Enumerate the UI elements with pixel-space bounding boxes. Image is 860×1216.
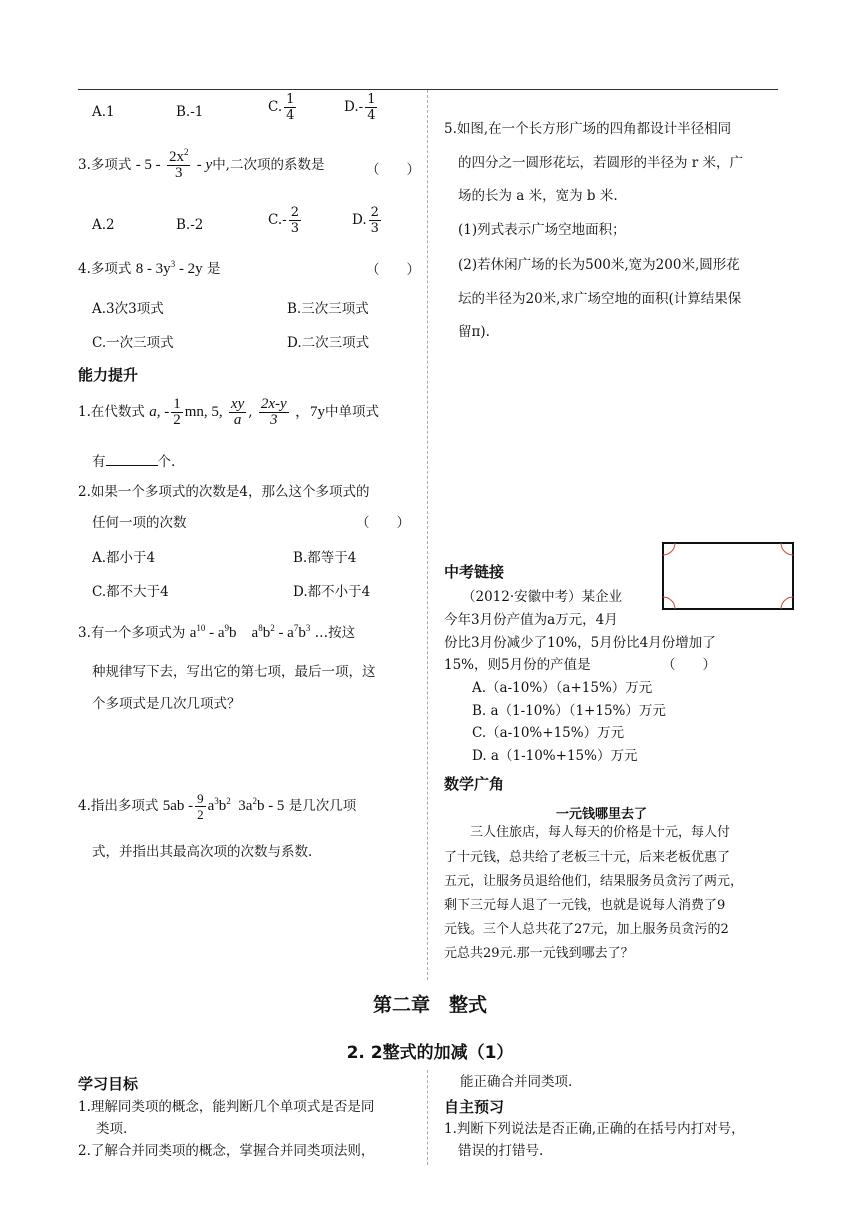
q3-option-b: B.-2	[176, 217, 204, 233]
a4-line1: 4.指出多项式 5ab - $\frac{9}{2}$ $a^3b^2$ $3a^2b - 5$ 是几次几项	[78, 791, 357, 822]
q2-option-b: B.-1	[176, 104, 204, 120]
math-corner-heading: 数学广角	[444, 775, 505, 793]
answer-blank[interactable]	[106, 453, 158, 466]
a3-line1: 3.有一个多项式为 $a^{10} - a^9b$ $a^8b^2 - a^7b^3$ …按这	[78, 623, 356, 641]
q4-paren: （ ）	[366, 262, 420, 278]
q5-line2: 的四分之一圆形花坛，若圆形的半径为 r 米，广	[458, 155, 744, 171]
zk-line1: （2012·安徽中考）某企业	[462, 589, 623, 605]
flowerbed-top-left	[663, 543, 675, 555]
ability-heading: 能力提升	[78, 366, 139, 384]
story-line-1: 三人住旅店，每人每天的价格是十元，每人付	[470, 825, 731, 840]
plaza-rectangle	[663, 543, 793, 609]
q4-stem: 4.多项式 $8 - 3y^3 - 2y$ 是	[78, 259, 221, 277]
q5-line6: 坛的半径为20米,求广场空地的面积(计算结果保	[458, 291, 742, 307]
preview-line1: 1.判断下列说法是否正确,正确的在括号内打对号，	[444, 1121, 745, 1137]
a2-option-c: C.都不大于4	[92, 584, 169, 600]
zhongkao-heading: 中考链接	[444, 563, 505, 581]
zk-line2: 今年3月份产值为a万元，4月	[444, 612, 618, 628]
q2-option-a: A.1	[92, 104, 115, 120]
top-rule	[78, 89, 778, 90]
a2-paren: （ ）	[356, 515, 410, 531]
story-line-6: 元总共29元.那一元钱到哪去了？	[444, 946, 634, 961]
goal-line1: 1.理解同类项的概念，能判断几个单项式是否是同	[78, 1099, 375, 1115]
q3-option-a: A.2	[92, 217, 115, 233]
a3-line2: 种规律写下去，写出它的第七项，最后一项，这	[92, 664, 376, 680]
q5-line7: 留π).	[458, 324, 490, 340]
flowerbed-bottom-left	[663, 597, 675, 609]
q3-stem: 3.多项式 - 5 - $\frac{2x^2}{3}$ - y中,二次项的系数是	[78, 147, 325, 181]
zk-line4: 15%，则5月份的产值是	[444, 657, 591, 673]
goal-line3: 2.了解合并同类项的概念，掌握合并同类项法则，	[78, 1143, 375, 1159]
a3-line3: 个多项式是几次几项式？	[92, 696, 241, 712]
a2-line2: 任何一项的次数	[92, 515, 187, 531]
q5-line1: 5.如图,在一个长方形广场的四角都设计半径相同	[444, 121, 732, 137]
q2-option-c: C. $\frac{1}{4}$	[268, 92, 295, 123]
preview-line2: 错误的打错号.	[458, 1143, 544, 1159]
q3-paren: （ ）	[366, 162, 420, 178]
flowerbed-bottom-right	[781, 597, 793, 609]
q5-line3: 场的长为 a 米，宽为 b 米.	[458, 188, 618, 204]
q2-option-d: D.- $\frac{1}{4}$	[344, 92, 376, 123]
a1-line2: 有 个.	[92, 454, 176, 470]
q5-line5: (2)若休闲广场的长为500米,宽为200米,圆形花	[458, 257, 740, 273]
plaza-figure	[660, 540, 796, 612]
section-title: 2. 2整式的加减（1）	[346, 1043, 514, 1063]
column-divider	[427, 90, 428, 980]
zk-option-d: D. a（1-10%+15%）万元	[472, 748, 638, 764]
q5-line4: (1)列式表示广场空地面积；	[458, 222, 626, 238]
chapter-title: 第二章 整式	[372, 994, 487, 1016]
zk-option-c: C.（a-10%+15%）万元	[472, 725, 625, 741]
bottom-divider	[427, 1070, 428, 1165]
zk-paren: （ ）	[662, 657, 716, 673]
a2-line1: 2.如果一个多项式的次数是4，那么这个多项式的	[78, 484, 370, 500]
a4-line2: 式，并指出其最高次项的次数与系数.	[92, 844, 313, 860]
q4-option-a: A.3次3项式	[92, 301, 164, 317]
q4-option-b: B.三次三项式	[287, 301, 369, 317]
learning-goals-heading: 学习目标	[78, 1075, 139, 1093]
zk-option-a: A.（a-10%）（a+15%）万元	[472, 680, 653, 696]
q4-option-d: D.二次三项式	[287, 335, 370, 351]
a2-option-d: D.都不小于4	[293, 584, 371, 600]
story-line-5: 元钱。三个人总共花了27元，加上服务员贪污的2	[444, 922, 729, 937]
story-line-4: 剩下三元每人退了一元钱，也就是说每人消费了9	[444, 898, 726, 913]
q3-option-c: C.- $\frac{2}{3}$	[268, 205, 299, 236]
a2-option-a: A.都小于4	[92, 550, 156, 566]
story-line-2: 了十元钱，总共给了老板三十元，后来老板优惠了	[444, 850, 731, 865]
zk-line3: 份比3月份减少了10%，5月份比4月份增加了	[444, 635, 716, 651]
q4-option-c: C.一次三项式	[92, 335, 174, 351]
a2-option-b: B.都等于4	[293, 550, 357, 566]
goal-line4: 能正确合并同类项.	[460, 1074, 573, 1090]
self-study-heading: 自主预习	[444, 1098, 505, 1116]
story-line-3: 五元，让服务员退给他们，结果服务员贪污了两元，	[444, 874, 744, 889]
q3-option-d: D. $\frac{2}{3}$	[352, 205, 379, 236]
goal-line2: 类项.	[96, 1121, 128, 1137]
flowerbed-top-right	[781, 543, 793, 555]
zk-option-b: B. a（1-10%）（1+15%）万元	[472, 703, 666, 719]
story-title: 一元钱哪里去了	[556, 807, 648, 822]
a1-stem: 1.在代数式 a, - $\frac{1}{2}$ mn, 5, $\frac{xy}{a}$ , $\frac{2x-y}{3}$ ，7y中单项式	[78, 396, 379, 428]
